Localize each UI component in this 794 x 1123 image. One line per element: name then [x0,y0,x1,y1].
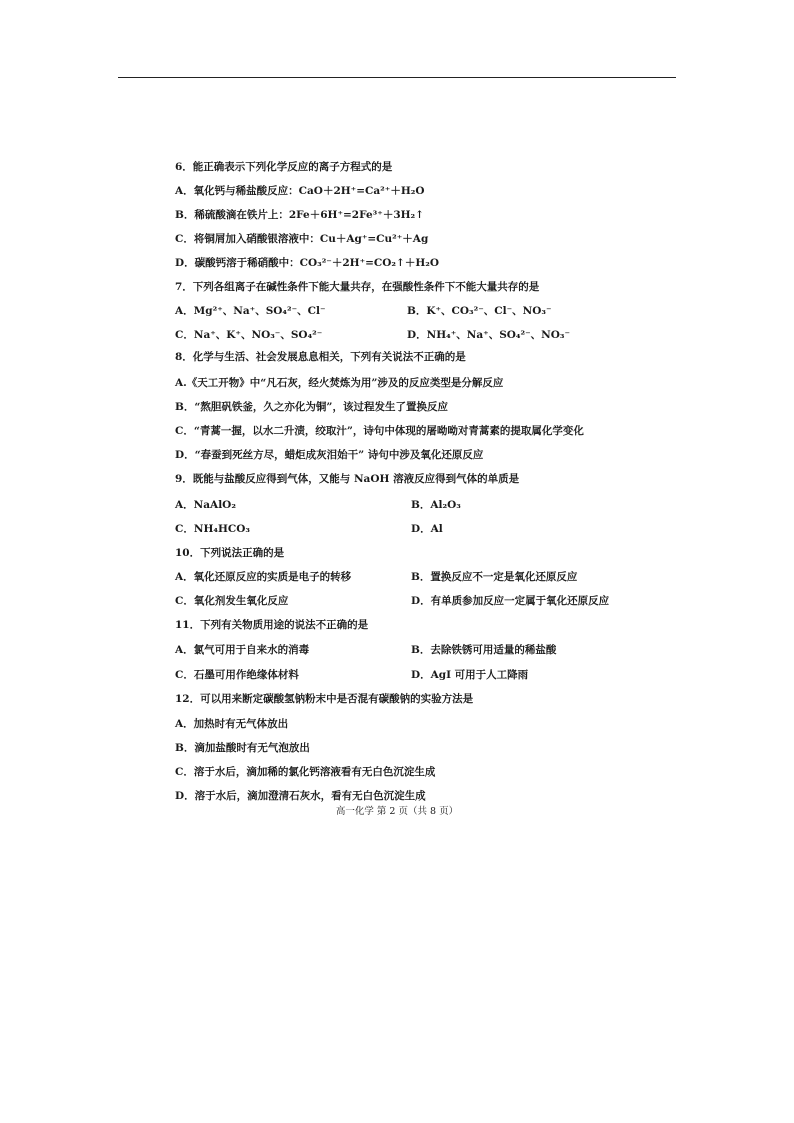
q8-option-b: B．“熬胆矾铁釜，久之亦化为铜”，该过程发生了置换反应 [175,401,448,413]
q7-option-c: C．Na⁺、K⁺、NO₃⁻、SO₄²⁻ [175,329,323,341]
page-footer: 高一化学 第 2 页（共 8 页） [335,806,459,817]
q12-option-a: A．加热时有无气体放出 [175,718,289,730]
q10-option-d: D．有单质参加反应一定属于氧化还原反应 [411,595,610,607]
q12-option-d: D．溶于水后，滴加澄清石灰水，看有无白色沉淀生成 [175,790,426,802]
q11-option-b: B．去除铁锈可用适量的稀盐酸 [411,644,557,656]
q11-stem: 11．下列有关物质用途的说法不正确的是 [175,619,369,631]
q7-stem: 7．下列各组离子在碱性条件下能大量共存，在强酸性条件下不能大量共存的是 [175,281,540,293]
q8-option-a: A.《天工开物》中“凡石灰，经火焚炼为用”涉及的反应类型是分解反应 [175,377,504,389]
q11-option-a: A．氯气可用于自来水的消毒 [175,644,310,656]
q6-option-d: D．碳酸钙溶于稀硝酸中：CO₃²⁻＋2H⁺=CO₂↑＋H₂O [175,257,439,269]
q12-option-c: C．溶于水后，滴加稀的氯化钙溶液看有无白色沉淀生成 [175,766,436,778]
q8-stem: 8．化学与生活、社会发展息息相关，下列有关说法不正确的是 [175,351,466,363]
q7-option-a: A．Mg²⁺、Na⁺、SO₄²⁻、Cl⁻ [175,305,326,317]
q7-option-b: B．K⁺、CO₃²⁻、Cl⁻、NO₃⁻ [407,305,552,317]
q8-option-d: D．“春蚕到死丝方尽，蜡炬成灰泪始干” 诗句中涉及氧化还原反应 [175,449,484,461]
q11-option-d: D．AgI 可用于人工降雨 [411,669,529,681]
q10-option-a: A．氧化还原反应的实质是电子的转移 [175,571,352,583]
header-rule [118,77,676,78]
q8-option-c: C．“青蒿一握，以水二升渍，绞取汁”，诗句中体现的屠呦呦对青蒿素的提取属化学变化 [175,425,584,437]
q6-option-c: C．将铜屑加入硝酸银溶液中：Cu＋Ag⁺=Cu²⁺＋Ag [175,233,429,245]
q6-option-b: B．稀硫酸滴在铁片上：2Fe＋6H⁺=2Fe³⁺＋3H₂↑ [175,209,424,221]
q9-option-a: A．NaAlO₂ [175,499,236,511]
q7-option-d: D．NH₄⁺、Na⁺、SO₄²⁻、NO₃⁻ [407,329,571,341]
q12-option-b: B．滴加盐酸时有无气泡放出 [175,742,310,754]
q10-stem: 10．下列说法正确的是 [175,547,285,559]
q10-option-b: B．置换反应不一定是氧化还原反应 [411,571,578,583]
q11-option-c: C．石墨可用作绝缘体材料 [175,669,299,681]
q6-stem: 6．能正确表示下列化学反应的离子方程式的是 [175,161,393,173]
q6-option-a: A．氧化钙与稀盐酸反应：CaO＋2H⁺=Ca²⁺＋H₂O [175,185,425,197]
q9-option-c: C．NH₄HCO₃ [175,523,250,535]
q12-stem: 12．可以用来断定碳酸氢钠粉末中是否混有碳酸钠的实验方法是 [175,693,474,705]
q9-stem: 9．既能与盐酸反应得到气体，又能与 NaOH 溶液反应得到气体的单质是 [175,473,520,485]
q9-option-b: B．Al₂O₃ [411,499,461,511]
q10-option-c: C．氧化剂发生氧化反应 [175,595,289,607]
q9-option-d: D．Al [411,523,443,535]
